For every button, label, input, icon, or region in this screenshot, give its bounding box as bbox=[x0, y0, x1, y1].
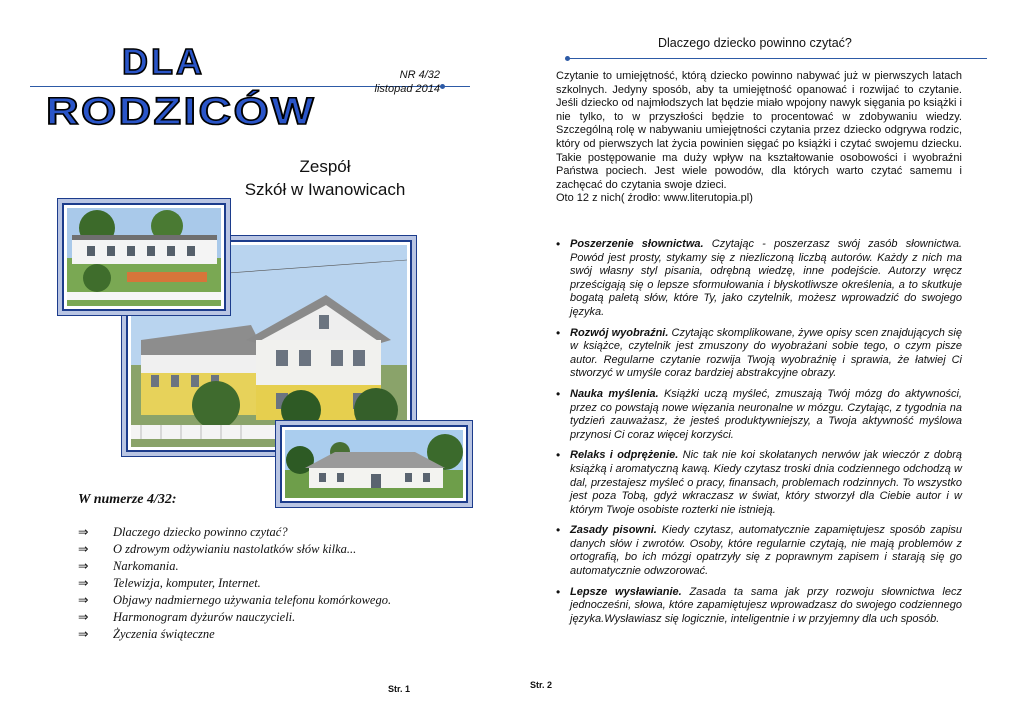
article-title: Dlaczego dziecko powinno czytać? bbox=[658, 36, 852, 50]
contents-item-label: Telewizja, komputer, Internet. bbox=[113, 576, 261, 590]
contents-item-label: Harmonogram dyżurów nauczycieli. bbox=[113, 610, 296, 624]
reason-item bbox=[556, 327, 962, 381]
reason-text: Czytając - poszerzasz swój zasób słownictwa. Powód jest prosty, stykamy się z niezliczoną liczbą autorów. Każdy z nich ma swój własny styl pisania, odrębną wiedzę, inne podejście. Autorzy wręcz prześcigają się o lepsze sformułowania i błyskotliwsze określenia, a to skutkuje bogatą paletą słów, które Ty, jako czytelnik, możesz wprowadzić do swojego języka. bbox=[570, 238, 962, 318]
school-line2: Szkół w Iwanowicach bbox=[244, 180, 406, 199]
reason-item bbox=[556, 449, 962, 517]
contents-item bbox=[78, 558, 391, 575]
reason-heading: Zasady pisowni. bbox=[570, 524, 657, 537]
reason-text: Kiedy czytasz, automatycznie zapamiętujesz sposób zapisu danych słów i zwrotów. Osoby, które regularnie czytają, nie mają problemów z ortografią, bo ich mózgi opatrzyły się z poprawnym zapisem i starają się go automatycznie odwzorować. bbox=[570, 524, 963, 578]
contents-item bbox=[78, 626, 391, 643]
reason-heading: Nauka myślenia. bbox=[570, 387, 659, 400]
contents-item bbox=[78, 592, 391, 609]
article-intro bbox=[556, 70, 962, 206]
reason-heading: Rozwój wyobraźni. bbox=[570, 326, 669, 339]
title-rule bbox=[567, 58, 987, 59]
reason-text: Książki uczą myśleć, zmuszają Twój mózg do aktywności, przez co powstają nowe więzania neuronalne w mózgu. Czytając, z tygodnia na tydzień zauważasz, że jesteś produktywniejszy, a Twoja aktywność myślowa przynosi Ci coraz więcej korzyści. bbox=[570, 387, 962, 441]
reason-item bbox=[556, 524, 962, 578]
intro-paragraph: Czytanie to umiejętność, którą dziecko powinno nabywać już w pierwszych latach szkolnych. Jedyny sposób, aby ta umiejętność opanować i rozwijać to czytanie. Jeśli dziecko od najmłodszych lat będzie miało wpojony nawyk sięgania po książki i nie tylko, to w przyszłości będzie to procentować w zdobywaniu wiedzy. Szczególną rolę w nabywaniu umiejętności czytania przez dziecko odgrywa rodzic, który od pierwszych lat życia powinien sięgać po książki i czytać swojemu dziecku. Takie postępowanie ma duży wpływ na kształtowanie osobowości i wyobraźni Państwa pociech. Jest wiele powodów, dla których warto czytać samemu i zachęcać do czytania swoje dzieci. bbox=[556, 70, 962, 191]
reason-text: Nic tak nie koi skołatanych nerwów jak wieczór z dobrą książką i aromatyczną kawą. Kiedy czytasz troski dnia codziennego odchodzą w dal, przestajesz myśleć o pracy, finansach, problemach rodzinnych. To wszystko jest poza Tobą, gdyż wkraczasz w świat, który stworzył dla Ciebie autor i w którym Twoje osobiste rozterki nie istnieją. bbox=[570, 449, 962, 516]
issue-info bbox=[340, 68, 440, 96]
arrow-icon: ⇒ bbox=[78, 542, 89, 556]
reasons-list bbox=[556, 238, 962, 633]
arrow-icon: ⇒ bbox=[78, 525, 89, 539]
school-photo-small-1 bbox=[64, 205, 224, 309]
rule-dot bbox=[565, 56, 570, 61]
reason-text: Czytając skomplikowane, żywe opisy scen znajdujących się w książce, czytelnik jest zmuszony do wyobrażani sobie tego, o czym pisze autor. Regularne czytanie rozwija Twoją wyobraźnię i sprawia, że łatwiej Ci stworzyć w umyśle coraz bardziej abstrakcyjne obrazy. bbox=[570, 326, 962, 380]
contents-item-label: O zdrowym odżywianiu nastolatków słów kilka... bbox=[113, 542, 357, 556]
arrow-icon: ⇒ bbox=[78, 593, 89, 607]
reason-item bbox=[556, 238, 962, 320]
school-line1: Zespół bbox=[299, 157, 351, 176]
school-photo-small-2 bbox=[282, 427, 466, 501]
contents-item bbox=[78, 541, 391, 558]
contents-item-label: Dlaczego dziecko powinno czytać? bbox=[113, 525, 288, 539]
reason-heading: Relaks i odprężenie. bbox=[570, 449, 679, 462]
arrow-icon: ⇒ bbox=[78, 559, 89, 573]
rule-dot bbox=[440, 84, 445, 89]
masthead-logo bbox=[44, 40, 324, 130]
reason-item bbox=[556, 388, 962, 442]
arrow-icon: ⇒ bbox=[78, 576, 89, 590]
reason-heading: Poszerzenie słownictwa. bbox=[570, 238, 704, 250]
contents-item bbox=[78, 524, 391, 541]
school-name bbox=[210, 155, 440, 201]
page-2 bbox=[512, 0, 1024, 724]
page-number-1: Str. 1 bbox=[388, 684, 411, 694]
logo-line2: RODZICÓW bbox=[46, 91, 274, 130]
contents-list bbox=[78, 524, 391, 643]
issue-date: listopad 2014 bbox=[374, 83, 440, 95]
contents-item bbox=[78, 609, 391, 626]
reason-heading: Lepsze wysławianie. bbox=[570, 585, 682, 598]
reason-item bbox=[556, 586, 962, 627]
logo-line1: DLA bbox=[122, 41, 205, 82]
contents-item-label: Narkomania. bbox=[113, 559, 179, 573]
contents-item-label: Życzenia świąteczne bbox=[113, 627, 215, 641]
page-number-2: Str. 2 bbox=[530, 680, 553, 690]
intro-source: Oto 12 z nich( źrodło: www.literutopia.pl) bbox=[556, 192, 753, 205]
contents-item-label: Objawy nadmiernego używania telefonu komórkowego. bbox=[113, 593, 392, 607]
arrow-icon: ⇒ bbox=[78, 610, 89, 624]
contents-item bbox=[78, 575, 391, 592]
issue-number: NR 4/32 bbox=[399, 69, 440, 81]
reason-text: Zasada ta sama jak przy rozwoju słownictwa lecz jednocześni, słowa, które zapamiętujesz wprowadzasz do swojego codziennego języka.Wysławiasz się logicznie, inteligentnie i w przyjemny dla uch sposób. bbox=[570, 585, 962, 625]
arrow-icon: ⇒ bbox=[78, 627, 89, 641]
contents-title: W numerze 4/32: bbox=[78, 492, 177, 507]
